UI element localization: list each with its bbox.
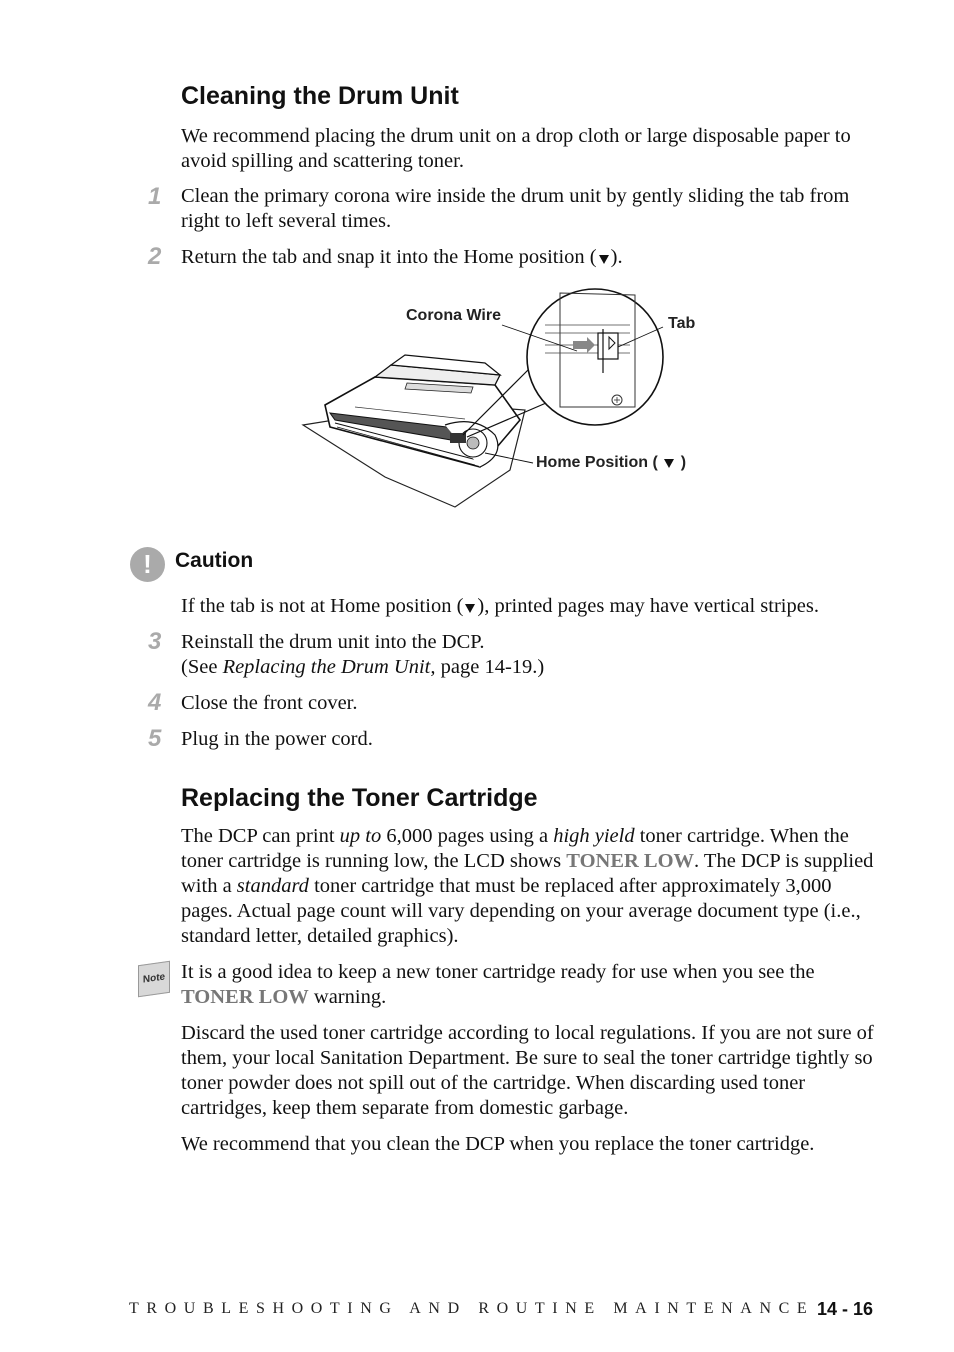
exclamation-icon: ! bbox=[130, 547, 165, 582]
corona-wire-label: Corona Wire bbox=[406, 307, 501, 324]
triangle-down-icon bbox=[465, 604, 475, 613]
home-position-label: Home Position ( ) bbox=[536, 454, 687, 471]
footer-section-title: TROUBLESHOOTING AND ROUTINE MAINTENANCE bbox=[129, 1300, 815, 1317]
step-text: Plug in the power cord. bbox=[181, 728, 373, 750]
step-number: 5 bbox=[148, 725, 162, 752]
step-number: 4 bbox=[148, 689, 162, 716]
note-icon: Note bbox=[138, 961, 170, 997]
drum-unit-illustration bbox=[295, 285, 715, 515]
step-text: Clean the primary corona wire inside the drum unit by gently sliding the tab from right to left several times. bbox=[181, 185, 850, 232]
step-text: Close the front cover. bbox=[181, 692, 358, 714]
recommend-paragraph: We recommend that you clean the DCP when you replace the toner cartridge. bbox=[181, 1133, 815, 1155]
caution-title: Caution bbox=[175, 549, 254, 572]
caution-text: If the tab is not at Home position ( ), printed pages may have vertical stripes. bbox=[181, 595, 819, 617]
triangle-down-icon bbox=[599, 255, 609, 264]
step-text: Return the tab and snap it into the Home position ( ). bbox=[181, 246, 623, 268]
triangle-down-icon bbox=[664, 459, 674, 468]
discard-paragraph: Discard the used toner cartridge according to local regulations. If you are not sure of them, your local Sanitation Department. Be sure to seal the toner cartridge tightly so toner powder does not spill out of the cartridge. When discarding used toner cartridges, keep them separate from domestic garbage. bbox=[181, 1022, 874, 1119]
step-number: 2 bbox=[148, 243, 162, 270]
step-text: Reinstall the drum unit into the DCP. (See Replacing the Drum Unit, page 14-19.) bbox=[181, 631, 545, 678]
tab-label: Tab bbox=[668, 315, 696, 332]
step-number: 1 bbox=[148, 183, 162, 210]
step-number: 3 bbox=[148, 628, 162, 655]
section-title-replacing-toner: Replacing the Toner Cartridge bbox=[181, 784, 538, 812]
toner-paragraph: The DCP can print up to 6,000 pages using a high yield toner cartridge. When the toner cartridge is running low, the LCD shows TONER LOW. The DCP is supplied with a standard toner cartridge that must be replaced after approximately 3,000 pages. Actual page count will vary depending on your average document type (i.e., standard letter, detailed graphics). bbox=[181, 825, 874, 947]
note-text: It is a good idea to keep a new toner cartridge ready for use when you see the TONER LOW warning. bbox=[181, 961, 815, 1008]
page-number: 14 - 16 bbox=[817, 1299, 874, 1319]
section-title-cleaning-drum: Cleaning the Drum Unit bbox=[181, 82, 459, 110]
section-intro: We recommend placing the drum unit on a drop cloth or large disposable paper to avoid spilling and scattering toner. bbox=[181, 125, 851, 172]
